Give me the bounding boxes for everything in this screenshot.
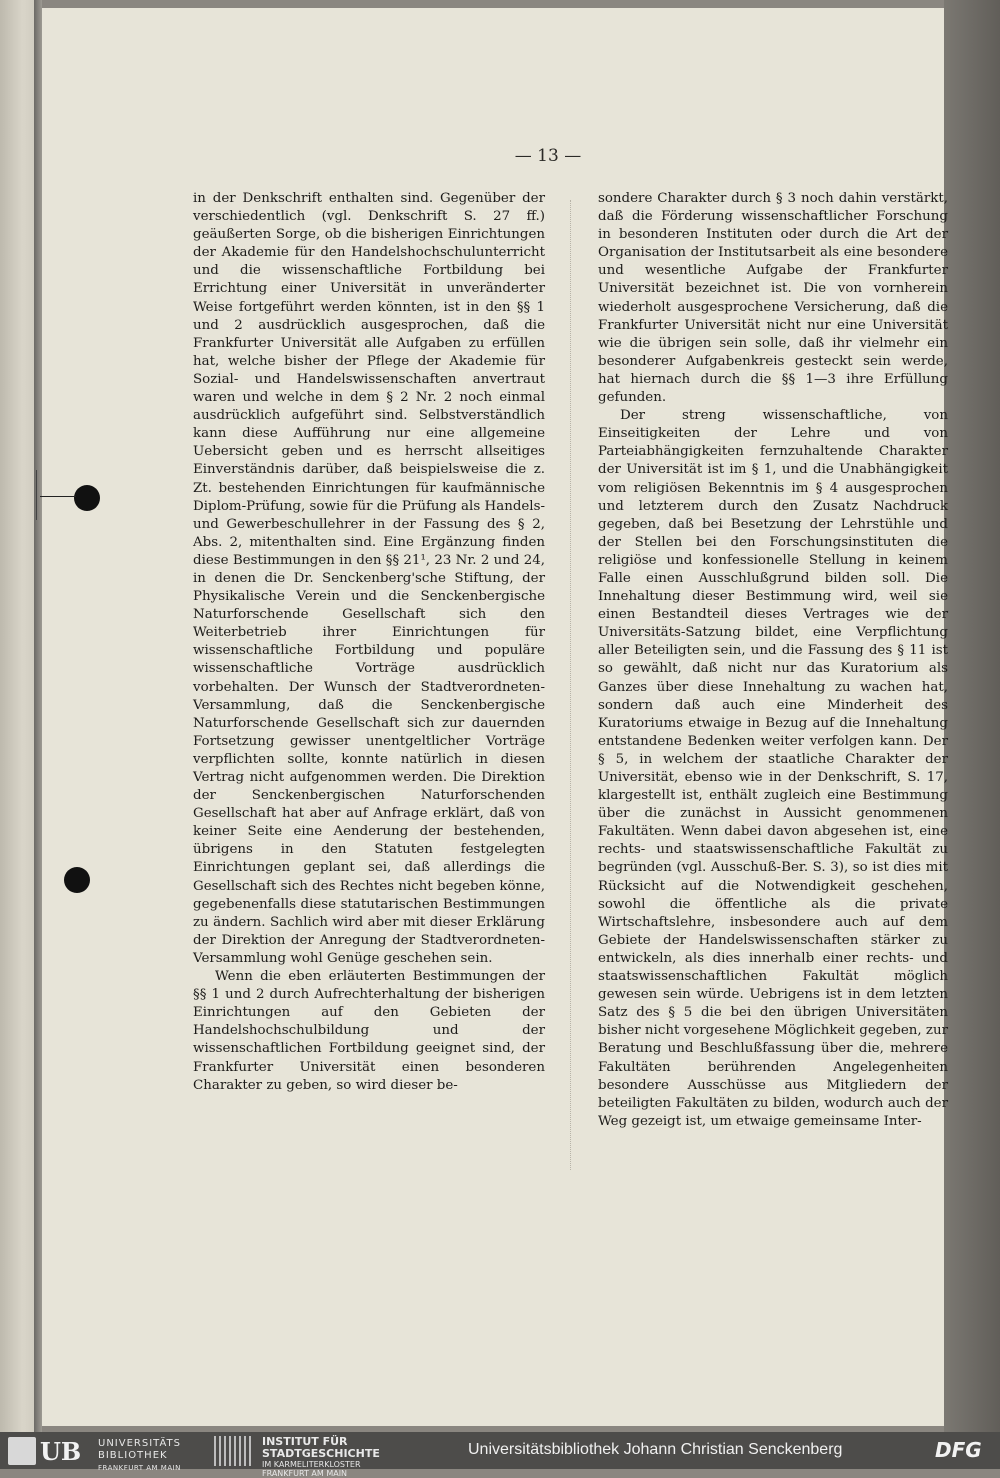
ub-name-line: FRANKFURT AM MAIN xyxy=(98,1464,181,1472)
viewer-footer xyxy=(0,1432,1000,1478)
isg-name-line: IM KARMELITERKLOSTER xyxy=(262,1460,361,1469)
book-gutter xyxy=(34,0,42,1432)
facing-page-edge xyxy=(0,0,38,1432)
text-column-left xyxy=(193,190,545,1095)
library-name-link[interactable]: Universitätsbibliothek Johann Christian Senckenberg xyxy=(468,1441,843,1458)
text-column-right xyxy=(598,190,948,1131)
paragraph: Der streng wissenschaftliche, von Einseitigkeiten der Lehre und von Parteiabhängigkeiten fernzuhaltende Charakter der Universität ist im § 1, und die Unabhängigkeit vom religiösen Bekenntnis im § 4 ausgesprochen und letzterem durch den Zusatz Nachdruck gegeben, daß bei Besetzung der Lehrstühle und der Stellen bei den Forschungsinstituten die religiöse und konfessionelle Stellung in keinem Falle einen Ausschlußgrund bilden soll. Die Innehaltung dieser Bestimmung wird, weil sie einen Bestandteil dieses Vertrages wie der Universitäts-Satzung bildet, eine Verpflichtung aller Beteiligten sein, und die Fassung des § 11 ist so gewählt, daß nicht nur das Kuratorium als Ganzes über diese Innehaltung zu wachen hat, sondern daß auch eine Minderheit des Kuratoriums etwaige in Bezug auf die Innehaltung entstandene Bedenken weiter verfolgen kann. Der § 5, in welchem der staatliche Charakter der Universität, ebenso wie in der Denkschrift, S. 17, klargestellt ist, enthält zugleich eine Bestimmung über die zunächst in Aussicht genommenen Fakultäten. Wenn dabei davon abgesehen ist, eine rechts- und staatswissenschaftliche Fakultät zu begründen (vgl. Ausschuß-Ber. S. 3), so ist dies mit Rücksicht auf die Notwendigkeit geschehen, sowohl die öffentliche als die private Wirtschaftslehre, insbesondere auch auf dem Gebiete der Handelswissenschaften stärker zu entwickeln, als dies innerhalb einer rechts- und staatswissenschaftlichen Fakultät möglich gewesen sein würde. Uebrigens ist in dem letzten Satz des § 5 die bei den übrigen Universitäten bisher nicht vorgesehene Möglichkeit gegeben, zur Beratung und Beschlußfassung über die, mehrere Fakultäten berührenden Angelegenheiten besondere Ausschüsse aus Mitgliedern der beteiligten Fakultäten zu bilden, wodurch auch der Weg gezeigt ist, um etwaige gemeinsame Inter- xyxy=(598,408,948,1129)
ub-logo-text[interactable]: UB xyxy=(40,1437,82,1466)
scan-background-right xyxy=(944,0,1000,1432)
page-number: — 13 — xyxy=(514,146,582,166)
paragraph: in der Denkschrift enthalten sind. Gegenüber der verschiedentlich (vgl. Denkschrift S. 27 ff.) geäußerten Sorge, ob die bisherigen Einrichtungen der Akademie für den Handelshochschulunterricht und die wissenschaftliche Fortbildung bei Errichtung einer Universität in unveränderter Weise fortgeführt werden könnten, ist in den §§ 1 und 2 ausdrücklich ausgesprochen, daß die Frankfurter Universität alle Aufgaben zu erfüllen hat, welche bisher der Pflege der Akademie für Sozial- und Handelswissenschaften anvertraut waren und welche in dem § 2 Nr. 2 noch einmal ausdrücklich aufgeführt sind. Selbstverständlich kann diese Aufführung nur eine allgemeine Uebersicht geben und es herrscht allseitiges Einverständnis darüber, daß beispielsweise die z. Zt. bestehenden Einrichtungen für kaufmännische Diplom-Prüfung, sowie für die Prüfung als Handels- und Gewerbeschullehrer in der Fassung des § 2, Abs. 2, mitenthalten sind. Eine Ergänzung finden diese Bestimmungen in den §§ 21¹, 23 Nr. 2 und 24, in denen die Dr. Senckenberg'sche Stiftung, der Physikalische Verein und die Senckenbergische Naturforschende Gesellschaft sich den Weiterbetrieb ihrer Einrichtungen für wissenschaftliche Fortbildung und populäre wissenschaftliche Vorträge ausdrücklich vorbehalten. Der Wunsch der Stadtverordneten-Versammlung, daß die Senckenbergische Naturforschende Gesellschaft sich zur dauernden Fortsetzung gewisser unentgeltlicher Vorträge verpflichten sollte, konnte natürlich in diesen Vertrag nicht aufgenommen werden. Die Direktion der Senckenbergischen Naturforschenden Gesellschaft hat aber auf Anfrage erklärt, daß von keiner Seite eine Aenderung der bestehenden, übrigens in den Statuten festgelegten Einrichtungen geplant sei, daß allerdings die Gesellschaft sich des Rechtes nicht begeben könne, gegebenenfalls diese statutarischen Bestimmungen zu ändern. Sachlich wird aber mit dieser Erklärung der Direktion der Anregung der Stadtverordneten-Versammlung wohl Genüge geschehen sein. xyxy=(193,191,545,966)
ub-seal-icon[interactable] xyxy=(8,1437,36,1465)
ub-name-line: UNIVERSITÄTS xyxy=(98,1438,182,1449)
fold-mark xyxy=(40,496,76,497)
isg-name-line: STADTGESCHICHTE xyxy=(262,1447,380,1460)
gutter-mark xyxy=(36,470,37,520)
ub-name-line: BIBLIOTHEK xyxy=(98,1450,168,1461)
punch-hole-icon xyxy=(64,867,90,893)
dfg-logo[interactable]: DFG xyxy=(935,1438,982,1462)
paragraph: Wenn die eben erläuterten Bestimmungen der §§ 1 und 2 durch Aufrechterhaltung der bisherigen Einrichtungen auf den Gebieten der Handelshochschulbildung und der wissenschaftlichen Fortbildung geeignet sind, der Frankfurter Universität einen besonderen Charakter zu geben, so wird dieser be- xyxy=(193,969,545,1093)
isg-name[interactable] xyxy=(262,1436,380,1478)
paragraph: sondere Charakter durch § 3 noch dahin verstärkt, daß die Förderung wissenschaftlicher Forschung in besonderen Instituten oder durch die Art der Organisation der Institutsarbeit als eine besondere und wesentliche Aufgabe der Frankfurter Universität bezeichnet ist. Die von vornherein wiederholt ausgesprochene Versicherung, daß die Frankfurter Universität nicht nur eine Universität wie die übrigen sein solle, daß ihr vielmehr ein besonderer Aufgabenkreis gesteckt sein werde, hat hiernach durch die §§ 1—3 ihre Erfüllung gefunden. xyxy=(598,191,948,406)
punch-hole-icon xyxy=(74,485,100,511)
isg-name-line: FRANKFURT AM MAIN xyxy=(262,1469,348,1478)
column-divider xyxy=(570,200,572,1170)
isg-pillars-icon[interactable] xyxy=(214,1436,254,1466)
isg-name-line: INSTITUT FÜR xyxy=(262,1435,348,1448)
